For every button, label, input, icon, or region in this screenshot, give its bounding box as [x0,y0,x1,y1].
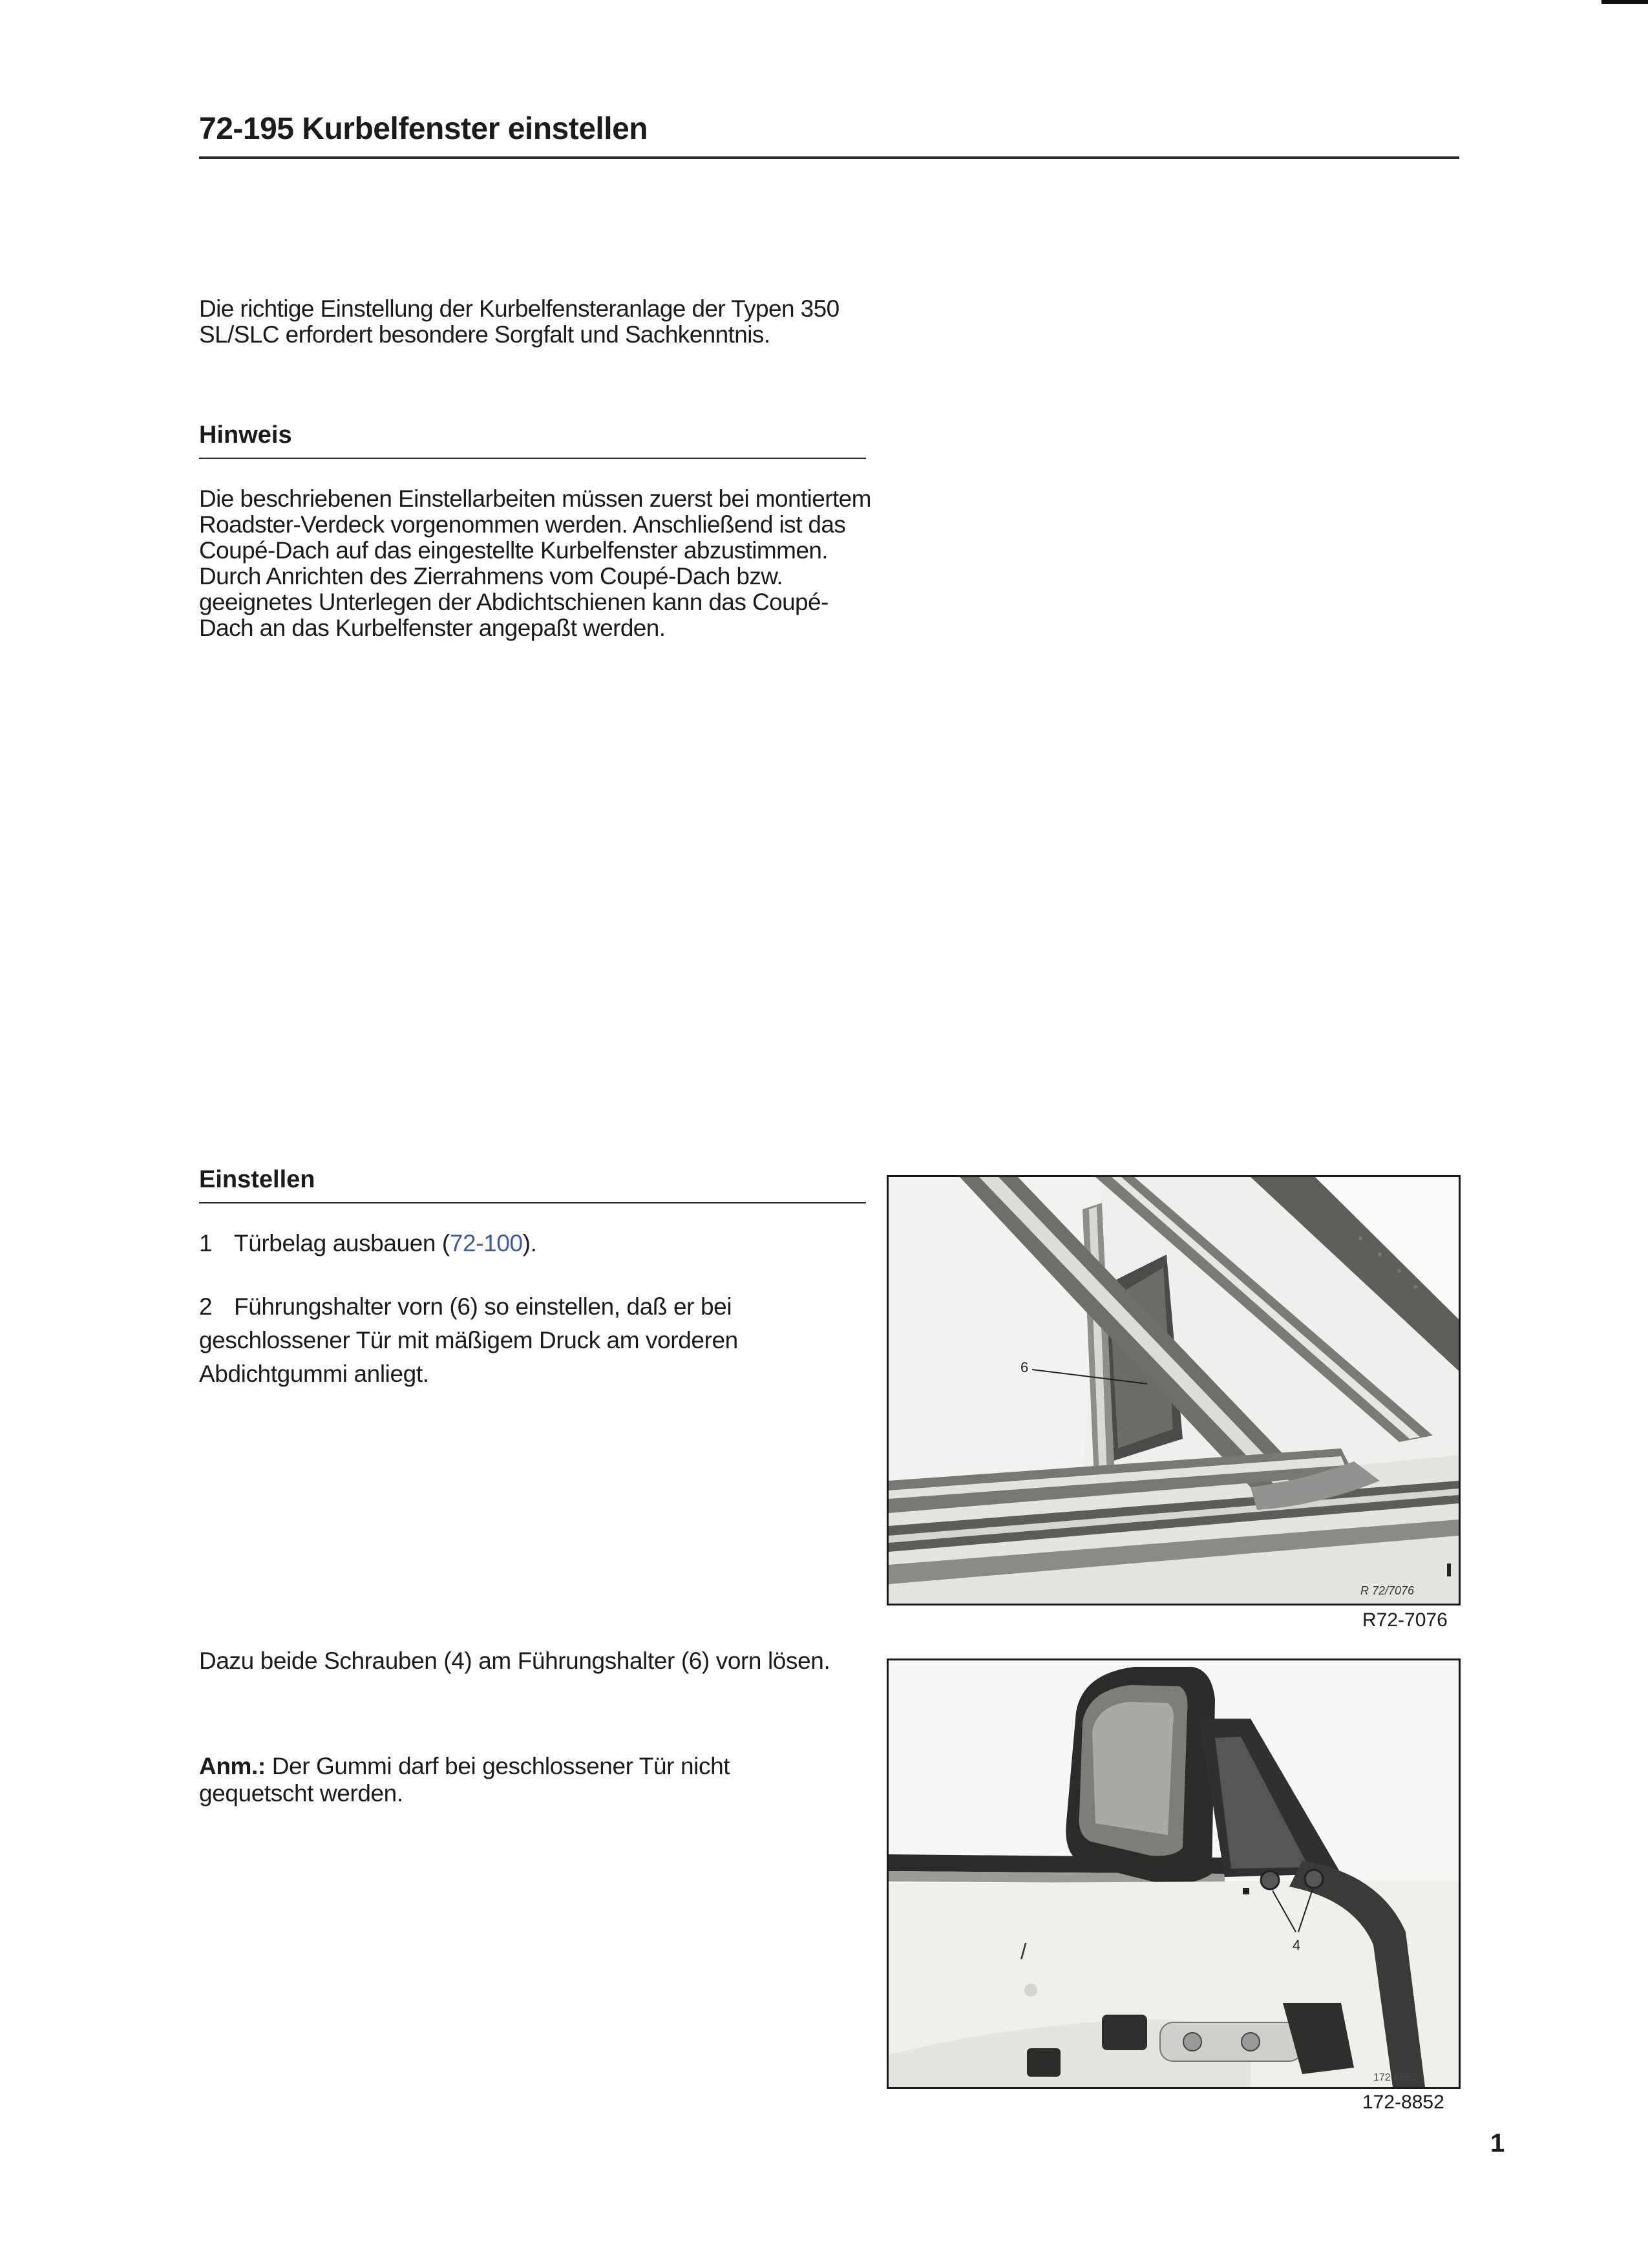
figure-window-frame [887,1175,1461,1606]
figure-2-inner-label: 172-8852 [1373,2072,1417,2083]
callout-6: 6 [1020,1359,1029,1375]
hinweis-paragraph: Die beschriebenen Einstellarbeiten müssen zuerst bei montiertem Roadster-Verdeck vorgenommen werden. Anschließend ist das Coupé-Dach auf das eingestellte Kurbelfenster abzustimmen. Durch Anrichten des Zierrahmens vom Coupé-Dach bzw. geeignetes Unterlegen der Abdichtschienen kann das Coupé-Dach an das Kurbelfenster angepaßt werden. [199,485,871,641]
figure-1-inner-label: R 72/7076 [1360,1584,1415,1597]
intro-paragraph: Die richtige Einstellung der Kurbelfensteranlage der Typen 350 SL/SLC erfordert besondere Sorgfalt und Sachkenntnis. [199,295,840,348]
hinweis-rule [199,458,866,459]
scan-mark [1601,0,1648,4]
svg-text:/: / [1020,1940,1027,1964]
step-text: Türbelag ausbauen ( [234,1230,450,1256]
remark-label: Anm.: [199,1753,266,1779]
page-number: 1 [1490,2129,1505,2157]
step-text: Führungshalter vorn (6) so einstellen, daß er bei geschlossener Tür mit mäßigem Druck am vorderen Abdichtgummi anliegt. [199,1293,738,1387]
window-frame-illustration [889,1177,1459,1604]
remark-text: Der Gummi darf bei geschlossener Tür nicht gequetscht werden. [199,1753,730,1807]
callout-4: 4 [1293,1937,1301,1953]
title-rule [199,156,1459,159]
step-1 [199,1227,845,1260]
figure-mirror-screws [887,1659,1461,2089]
step-text-end: ). [522,1230,537,1256]
step-2 [199,1290,845,1391]
step-number: 1 [199,1230,213,1256]
einstellen-heading: Einstellen [199,1166,315,1193]
mirror-screws-illustration [889,1660,1459,2087]
page-title: 72-195 Kurbelfenster einstellen [199,112,648,146]
figure-1-caption: R72-7076 [1362,1609,1448,1631]
step-number: 2 [199,1293,213,1320]
remark-note [199,1753,845,1807]
loosen-screws-note: Dazu beide Schrauben (4) am Führungshalter (6) vorn lösen. [199,1648,830,1674]
hinweis-heading: Hinweis [199,421,292,449]
figure-2-caption: 172-8852 [1362,2092,1444,2113]
reference-link-72-100[interactable]: 72-100 [449,1230,523,1256]
einstellen-rule [199,1202,866,1203]
